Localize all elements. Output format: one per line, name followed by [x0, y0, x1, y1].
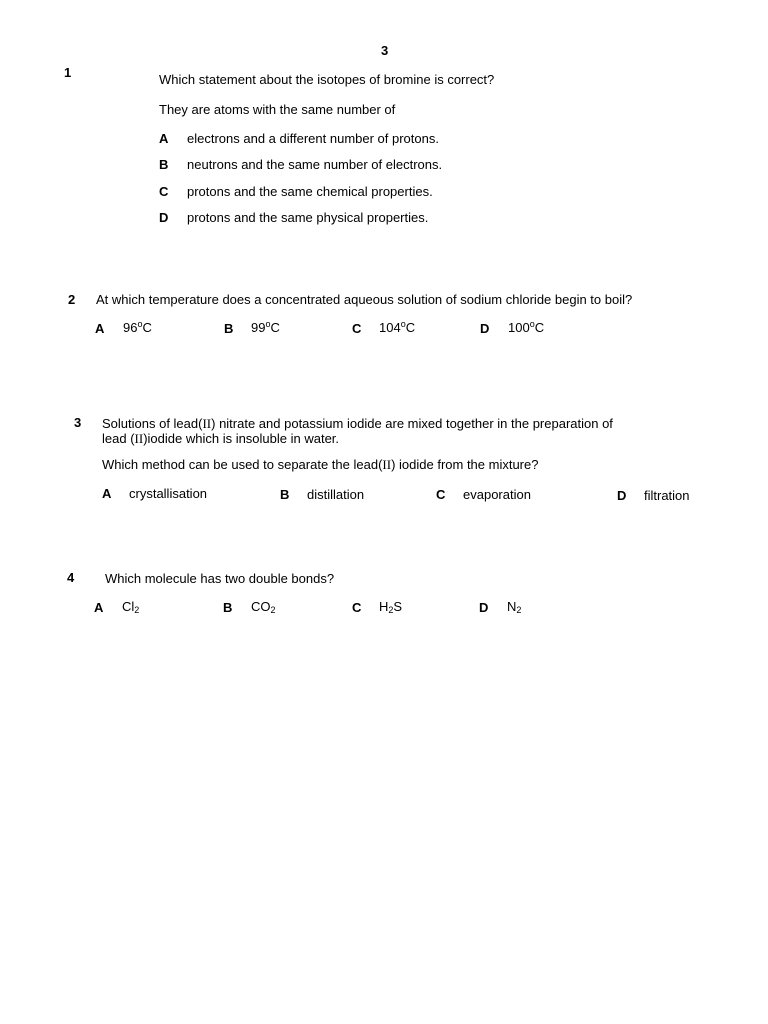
option-formula-a: Cl2: [122, 599, 140, 615]
option-letter-c: C: [436, 487, 446, 502]
option-letter-d: D: [480, 321, 490, 336]
option-formula-c: H2S: [379, 599, 403, 615]
option-text-b: distillation: [307, 487, 365, 502]
option-text-a: electrons and a different number of protons.: [187, 131, 439, 146]
question-lead: Which method can be used to separate the lead(II) iodide from the mixture?: [102, 457, 539, 472]
option-letter-b: B: [224, 321, 234, 336]
option-text-a: crystallisation: [129, 486, 208, 501]
question-lead: They are atoms with the same number of: [159, 102, 396, 117]
question-stem: At which temperature does a concentrated aqueous solution of sodium chloride begin to boil?: [96, 292, 633, 307]
option-letter-c: C: [159, 184, 169, 199]
question-number: 4: [67, 570, 75, 585]
option-text-c: protons and the same chemical properties.: [187, 184, 433, 199]
option-letter-b: B: [280, 487, 290, 502]
question-number: 3: [74, 415, 82, 430]
option-text-d: filtration: [644, 488, 690, 503]
question-number: 1: [64, 65, 72, 80]
option-text-b: neutrons and the same number of electrons.: [187, 157, 443, 172]
page-number: 3: [381, 43, 389, 58]
question-stem: Which molecule has two double bonds?: [105, 571, 335, 586]
question-stem: Which statement about the isotopes of bromine is correct?: [159, 72, 495, 87]
option-value-c: 104$^o$C: [379, 319, 416, 335]
option-letter-b: B: [159, 157, 169, 172]
option-letter-c: C: [352, 321, 362, 336]
question-stem-line-2: lead (II)iodide which is insoluble in water.: [102, 431, 340, 446]
option-text-c: evaporation: [463, 487, 531, 502]
option-formula-b: CO2: [251, 599, 276, 615]
option-text-d: protons and the same physical properties.: [187, 210, 429, 225]
option-letter-a: A: [102, 486, 112, 501]
option-formula-d: N2: [507, 599, 522, 615]
option-value-b: 99$^o$C: [251, 319, 280, 335]
option-letter-d: D: [159, 210, 169, 225]
option-value-a: 96$^o$C: [123, 319, 152, 335]
question-stem-line-1: Solutions of lead(II) nitrate and potassium iodide are mixed together in the preparation of: [102, 416, 613, 431]
option-letter-a: A: [95, 321, 105, 336]
option-letter-a: A: [159, 131, 169, 146]
option-letter-b: B: [223, 600, 233, 615]
question-number: 2: [68, 292, 76, 307]
option-letter-d: D: [617, 488, 627, 503]
option-letter-d: D: [479, 600, 489, 615]
option-letter-c: C: [352, 600, 362, 615]
option-value-d: 100$^o$C: [508, 319, 545, 335]
option-letter-a: A: [94, 600, 104, 615]
